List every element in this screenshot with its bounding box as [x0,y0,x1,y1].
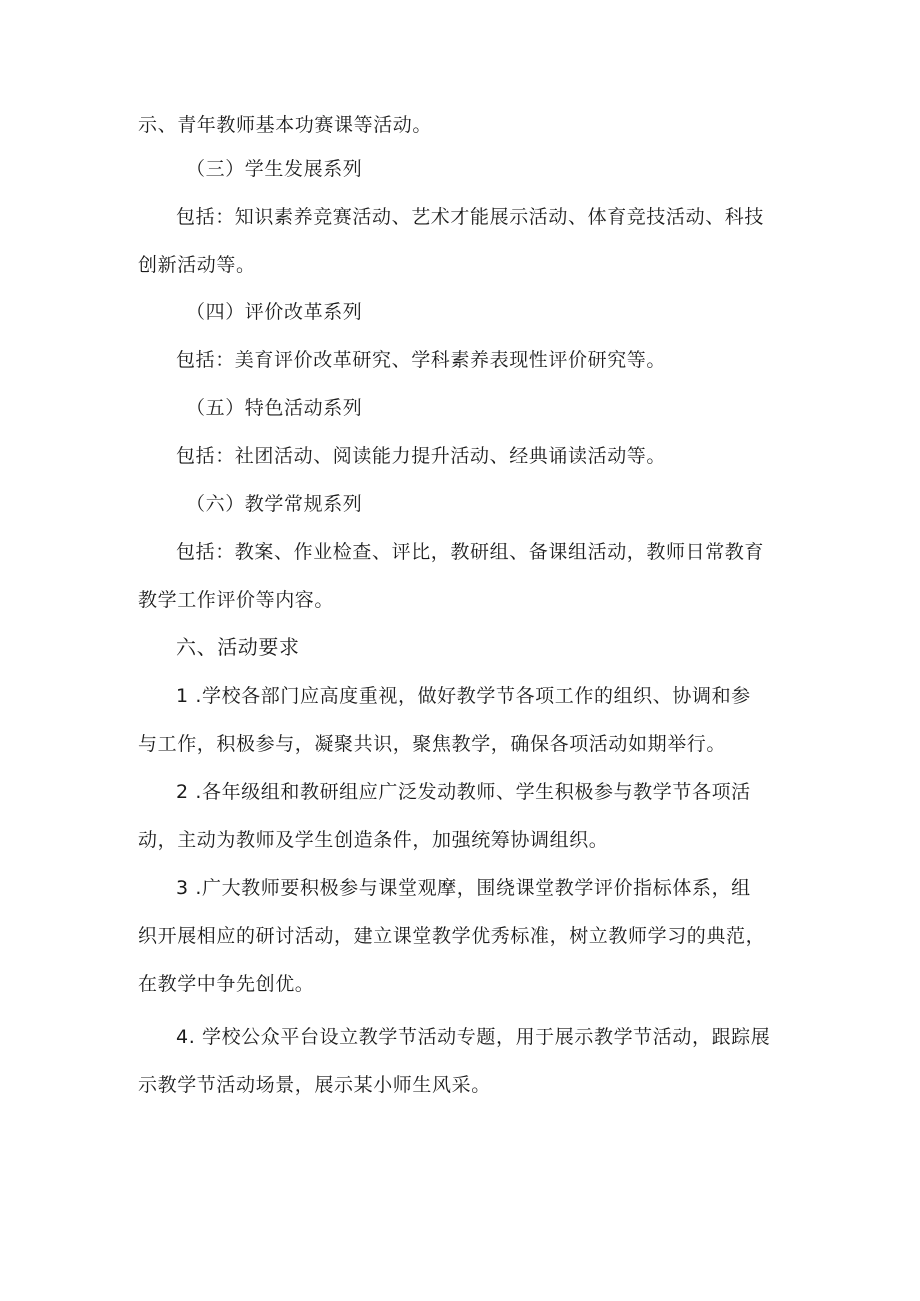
text-line: 在教学中争先创优。 [138,973,315,995]
text-line: 织开展相应的研讨活动，建立课堂教学优秀标准，树立教师学习的典范， [138,925,766,947]
text-line: 包括：美育评价改革研究、学科素养表现性评价研究等。 [176,349,667,371]
section-heading-activity-requirements: 六、活动要求 [176,635,300,659]
text-line: 示、青年教师基本功赛课等活动。 [138,114,433,136]
text-line: 与工作，积极参与，凝聚共识，聚焦教学，确保各项活动如期举行。 [138,733,727,755]
section-heading-evaluation-reform: （四）评价改革系列 [186,301,363,323]
text-line: 2 .各年级组和教研组应广泛发动教师、学生积极参与教学节各项活 [176,781,751,803]
section-heading-teaching-routine: （六）教学常规系列 [186,493,363,515]
text-line: 1 .学校各部门应高度重视，做好教学节各项工作的组织、协调和参 [176,685,751,707]
text-line: 4. 学校公众平台设立教学节活动专题，用于展示教学节活动，跟踪展 [176,1026,771,1048]
text-line: 动，主动为教师及学生创造条件，加强统筹协调组织。 [138,829,609,851]
text-line: 创新活动等。 [138,254,256,276]
text-line: 包括：教案、作业检查、评比，教研组、备课组活动，教师日常教育 [176,541,765,563]
section-heading-featured-activities: （五）特色活动系列 [186,397,363,419]
section-heading-student-development: （三）学生发展系列 [186,158,363,180]
text-line: 教学工作评价等内容。 [138,589,335,611]
text-line: 示教学节活动场景，展示某小师生风采。 [138,1074,491,1096]
text-line: 包括：社团活动、阅读能力提升活动、经典诵读活动等。 [176,445,667,467]
text-line: 3 .广大教师要积极参与课堂观摩，围绕课堂教学评价指标体系，组 [176,877,751,899]
text-line: 包括：知识素养竞赛活动、艺术才能展示活动、体育竞技活动、科技 [176,206,765,228]
